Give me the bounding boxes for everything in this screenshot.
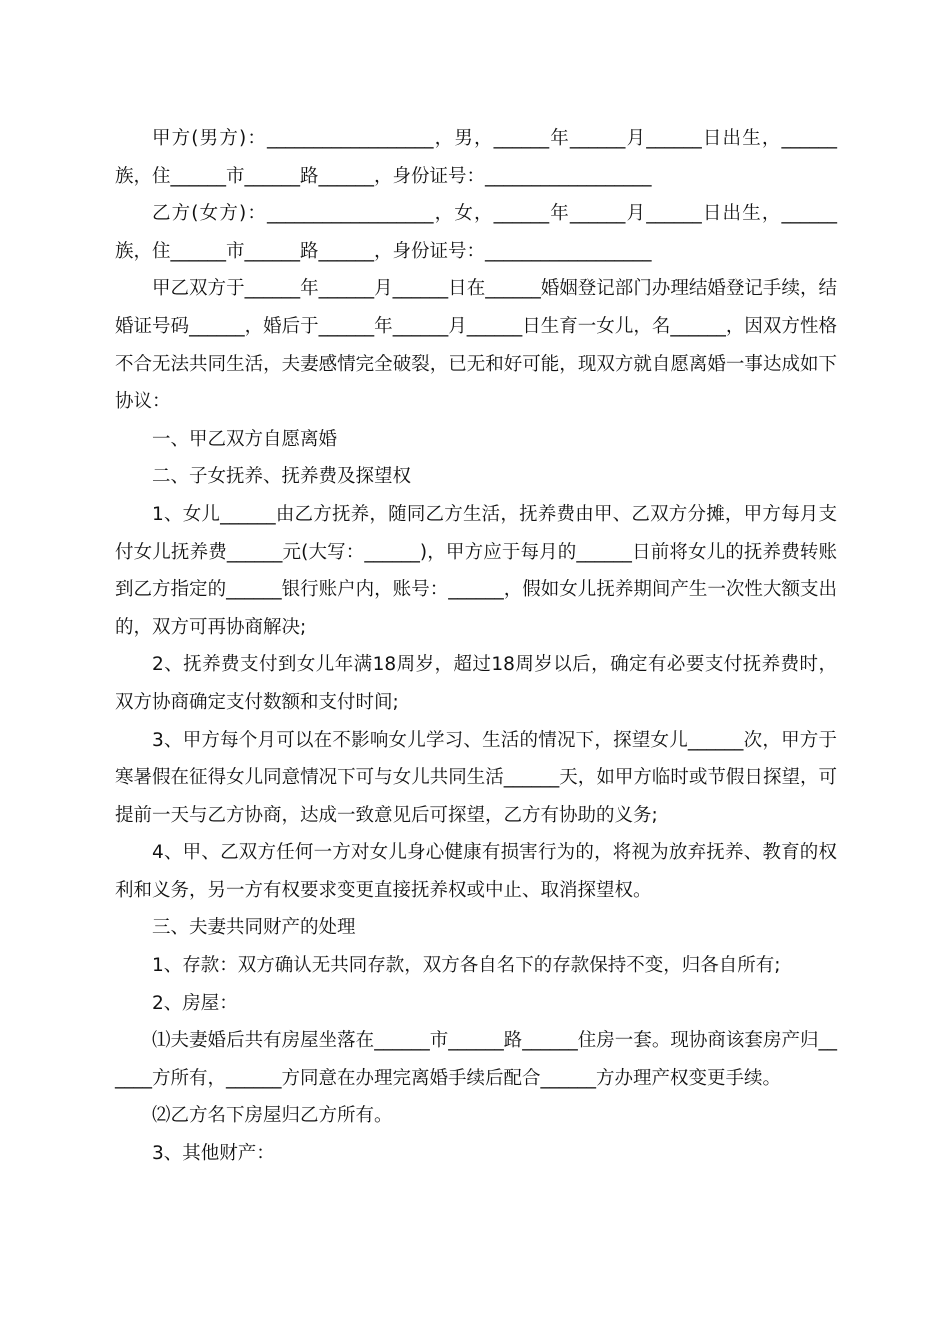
property-clause-housing: 2、房屋：	[152, 992, 238, 1014]
property-clause-other: 3、其他财产：	[152, 1143, 275, 1165]
custody-clause-4: 4、甲、乙双方任何一方对女儿身心健康有损害行为的，将视为放弃抚养、教育的权利和义务，另一方有权要求变更直接抚养权或中止、取消探望权。	[115, 842, 837, 901]
section-heading-custody: 二、子女抚养、抚养费及探望权	[152, 466, 412, 488]
section-heading-divorce: 一、甲乙双方自愿离婚	[152, 428, 338, 450]
housing-item-1: ⑴夫妻婚后共有房屋坐落在______市______路______住房一套。现协商该套房产归______方所有，______方同意在办理完离婚手续后配合______方办理产权变更手续。	[115, 1030, 837, 1089]
housing-item-2: ⑵乙方名下房屋归乙方所有。	[152, 1105, 393, 1127]
agreement-body	[115, 120, 837, 1173]
property-clause-savings: 1、存款：双方确认无共同存款，双方各自名下的存款保持不变，归各自所有;	[152, 955, 781, 977]
party-b-info: 乙方(女方)：__________________，女，______年______月______日出生，______族，住______市______路______，身份证号：__________________	[115, 203, 837, 262]
preamble-paragraph: 甲乙双方于______年______月______日在______婚姻登记部门办理结婚登记手续，结婚证号码______，婚后于______年______月______日生育一女儿，名______，因双方性格不合无法共同生活，夫妻感情完全破裂，已无和好可能，现双方就自愿离婚一事达成如下协议：	[115, 278, 837, 413]
custody-clause-1: 1、女儿______由乙方抚养，随同乙方生活，抚养费由甲、乙双方分摊，甲方每月支付女儿抚养费______元(大写：______)，甲方应于每月的______日前将女儿的抚养费转账到乙方指定的______银行账户内，账号：______，假如女儿抚养期间产生一次性大额支出的，双方可再协商解决;	[115, 503, 837, 638]
section-heading-property: 三、夫妻共同财产的处理	[152, 917, 356, 939]
party-a-info: 甲方(男方)：__________________，男，______年______月______日出生，______族，住______市______路______，身份证号：__________________	[115, 128, 837, 187]
custody-clause-3: 3、甲方每个月可以在不影响女儿学习、生活的情况下，探望女儿______次，甲方于寒暑假在征得女儿同意情况下可与女儿共同生活______天，如甲方临时或节假日探望，可提前一天与乙方协商，达成一致意见后可探望，乙方有协助的义务;	[115, 729, 837, 826]
custody-clause-2: 2、抚养费支付到女儿年满18周岁，超过18周岁以后，确定有必要支付抚养费时，双方协商确定支付数额和支付时间;	[115, 654, 837, 713]
